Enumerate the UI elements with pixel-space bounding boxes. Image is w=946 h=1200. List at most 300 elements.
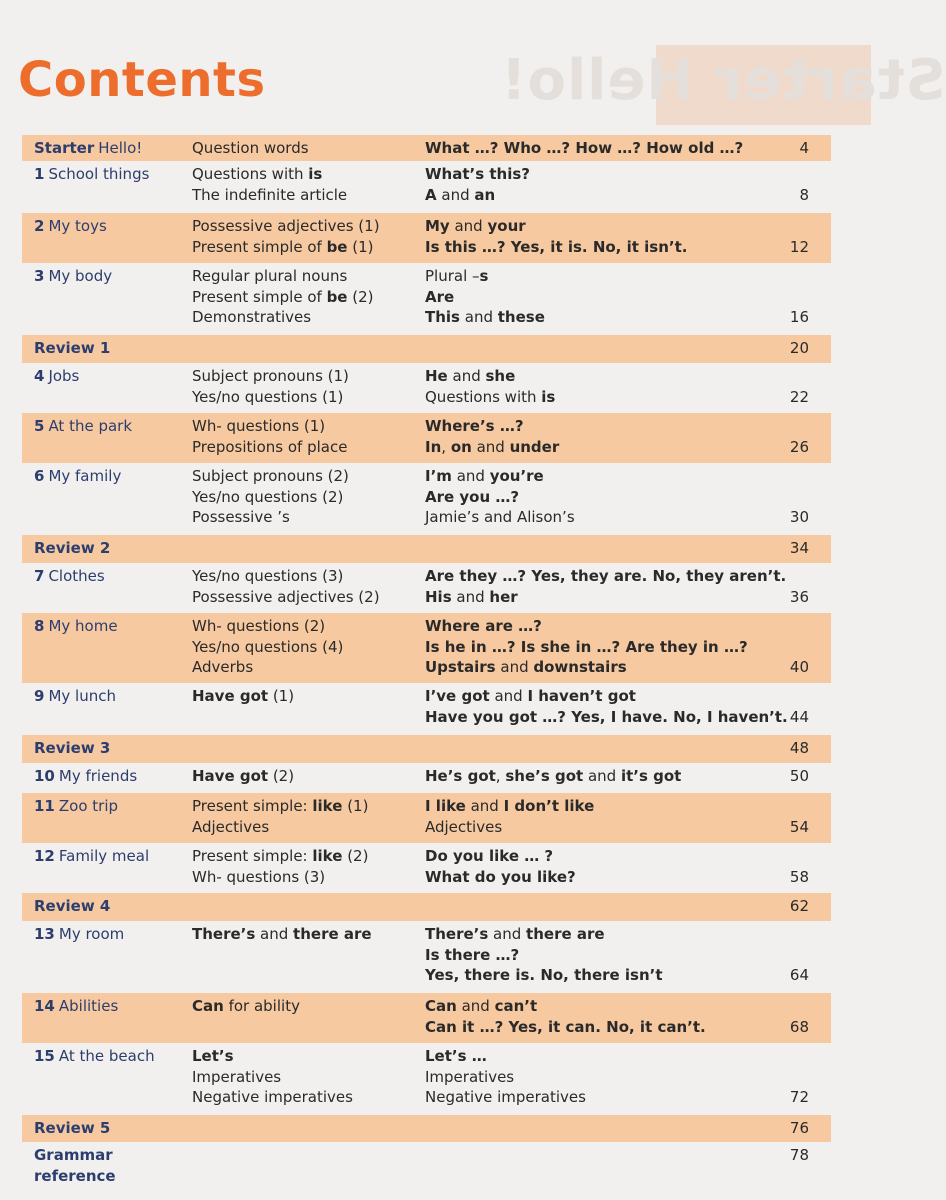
bold-text: I’ve got [425, 687, 490, 705]
text-line [192, 1046, 422, 1067]
bold-text: His [425, 587, 452, 606]
text-line [192, 185, 422, 206]
text: , [441, 437, 451, 456]
page-number: 44 [789, 707, 809, 726]
text: and [447, 367, 486, 385]
text-line [192, 216, 422, 237]
text: (2) [268, 767, 295, 785]
unit-row [22, 793, 831, 843]
text: , [495, 767, 506, 785]
page-number: 16 [789, 308, 809, 326]
text-line [425, 416, 775, 437]
grammar-cell [192, 466, 422, 528]
bold-text: Are [425, 287, 455, 306]
language-cell [425, 1046, 775, 1108]
unit-number: 14 [34, 997, 55, 1015]
bold-text: downstairs [533, 658, 627, 676]
unit-row [22, 563, 831, 613]
grammar-cell [192, 686, 422, 707]
bold-text: there are [526, 925, 605, 943]
page-number: 54 [789, 817, 809, 836]
text-line [192, 796, 422, 817]
unit-title [34, 216, 199, 237]
text-line [425, 1067, 775, 1088]
page-number: 4 [799, 139, 809, 157]
bold-text: What …? Who …? How …? How old …? [425, 139, 744, 157]
bold-text: Can [192, 997, 224, 1015]
grammar-cell [192, 216, 422, 257]
unit-title [34, 538, 199, 559]
text-line [425, 1087, 775, 1108]
text: Possessive adjectives (1) [192, 217, 380, 235]
bold-text: Let’s … [425, 1047, 487, 1065]
page-number: 78 [789, 1146, 809, 1164]
grammar-cell [192, 266, 422, 328]
unit-row [22, 613, 831, 683]
text-line [192, 366, 422, 387]
text-line [192, 507, 422, 528]
unit-row [22, 843, 831, 893]
unit-name: Review 4 [34, 897, 111, 915]
text: and [459, 308, 498, 326]
page-number: 50 [789, 767, 809, 785]
unit-name: My home [48, 617, 118, 635]
text: Jamie’s and Alison’s [425, 508, 575, 526]
text: Possessive ’s [192, 508, 290, 526]
text: and [471, 437, 510, 456]
text: and [449, 217, 488, 235]
text-line [425, 587, 775, 608]
unit-name: School things [48, 165, 150, 183]
unit-number: 15 [34, 1047, 55, 1065]
unit-name: At the park [48, 417, 133, 435]
grammar-cell [192, 924, 422, 945]
unit-title [34, 138, 199, 159]
bold-text: He [425, 367, 448, 385]
page-number: 36 [789, 587, 809, 606]
page-number: 58 [789, 867, 809, 886]
unit-title [34, 366, 199, 387]
text-line [192, 924, 422, 945]
unit-row [22, 1043, 831, 1115]
bold-text: Have got [192, 767, 269, 785]
grammar-cell [192, 566, 422, 607]
text-line [192, 1087, 422, 1108]
unit-number: 10 [34, 767, 55, 785]
bold-text: can’t [494, 997, 538, 1015]
language-cell [425, 686, 788, 727]
text-line [425, 965, 775, 986]
bold-text: Is this …? Yes, it is. No, it isn’t. [425, 237, 688, 256]
unit-row [22, 921, 831, 993]
language-cell [425, 924, 775, 986]
text-line [425, 287, 775, 308]
text: Imperatives [192, 1067, 282, 1086]
page-number: 22 [789, 387, 809, 406]
bold-text: be [326, 237, 348, 256]
text: Yes/no questions (1) [192, 387, 344, 406]
bold-text: is [541, 387, 556, 406]
unit-row [22, 363, 831, 413]
bold-text: there are [293, 925, 372, 943]
text-line [425, 637, 775, 658]
text-line [425, 924, 775, 945]
text: Adjectives [425, 817, 503, 836]
grammar-cell [192, 616, 422, 678]
language-cell [425, 996, 775, 1037]
bold-text: be [326, 287, 348, 306]
unit-row [22, 413, 831, 463]
text: (2) [342, 847, 369, 865]
text: Yes/no questions (2) [192, 487, 344, 506]
bold-text: This [425, 308, 460, 326]
language-cell [425, 466, 775, 528]
bold-text: these [497, 308, 545, 326]
text: Negative imperatives [192, 1088, 353, 1106]
page-number: 30 [789, 508, 809, 526]
text-line [425, 996, 775, 1017]
unit-name: My lunch [48, 687, 116, 705]
text-line [192, 1067, 422, 1088]
grammar-cell [192, 164, 422, 205]
unit-row [22, 263, 831, 335]
text-line [192, 437, 422, 458]
page-number: 68 [789, 1017, 809, 1036]
text: (1) [342, 797, 369, 815]
text: Questions with [192, 165, 309, 183]
bold-text: Are they …? Yes, they are. No, they aren’t. [425, 567, 787, 585]
text-line [192, 416, 422, 437]
grammar-cell [192, 846, 422, 887]
language-cell [425, 366, 775, 407]
unit-title [34, 796, 199, 817]
unit-name: Review 3 [34, 739, 111, 757]
text-line [425, 766, 775, 787]
text-line [192, 307, 422, 328]
unit-name: My friends [58, 767, 138, 785]
review-row [22, 1115, 831, 1142]
unit-number: 6 [34, 467, 45, 485]
unit-number: 5 [34, 417, 45, 435]
unit-title [34, 1046, 199, 1067]
unit-name: Hello! [98, 139, 143, 157]
text-line [425, 366, 775, 387]
language-cell [425, 216, 775, 257]
bold-text: Is he in …? Is she in …? Are they in …? [425, 637, 748, 656]
unit-number: Starter [34, 139, 95, 157]
unit-title [34, 1145, 199, 1186]
page-number: 64 [789, 966, 809, 984]
text: and [488, 925, 527, 943]
text: and [451, 467, 490, 485]
text-line [425, 1017, 775, 1038]
grammar-cell [192, 416, 422, 457]
page-number: 8 [799, 185, 809, 204]
unit-name: Grammar reference [34, 1146, 116, 1185]
text: Possessive adjectives (2) [192, 587, 380, 606]
bold-text: I’m [425, 467, 452, 485]
text: Prepositions of place [192, 437, 348, 456]
text-line [425, 566, 787, 587]
unit-title [34, 1118, 199, 1139]
text: Imperatives [425, 1067, 515, 1086]
bold-text: What do you like? [425, 867, 576, 886]
unit-title [34, 924, 199, 945]
text-line [192, 164, 422, 185]
unit-name: Abilities [58, 997, 119, 1015]
text: Adverbs [192, 658, 254, 676]
unit-name: My room [58, 925, 125, 943]
text-line [192, 637, 422, 658]
text-line [425, 387, 775, 408]
bold-text: Have got [192, 687, 269, 705]
text: Demonstratives [192, 308, 312, 326]
page-number: 72 [789, 1088, 809, 1106]
text-line [192, 846, 422, 867]
text-line [425, 867, 775, 888]
bold-text: My [425, 217, 450, 235]
page-number: 26 [789, 437, 809, 456]
unit-title [34, 896, 199, 917]
unit-row [22, 135, 831, 161]
text: Present simple: [192, 847, 313, 865]
text-line [425, 437, 775, 458]
bold-text: an [474, 185, 496, 204]
page-number: 34 [789, 539, 809, 557]
unit-number: 3 [34, 267, 45, 285]
unit-title [34, 566, 199, 587]
unit-title [34, 738, 199, 759]
unit-name: My toys [48, 217, 107, 235]
review-row [22, 335, 831, 363]
bold-text: I like [425, 797, 466, 815]
unit-name: Review 5 [34, 1119, 111, 1137]
bold-text: Where are …? [425, 617, 542, 635]
bold-text: she [485, 367, 516, 385]
unit-row [22, 463, 831, 535]
grammar-cell [192, 366, 422, 407]
unit-title [34, 338, 199, 359]
grammar-cell [192, 1046, 422, 1108]
language-cell [425, 796, 775, 837]
grammar-cell [192, 796, 422, 837]
bold-text: you’re [489, 467, 544, 485]
text: for ability [223, 997, 300, 1015]
text-line [425, 307, 775, 328]
text-line [192, 466, 422, 487]
bold-text: Can it …? Yes, it can. No, it can’t. [425, 1017, 706, 1036]
text: Wh- questions (3) [192, 867, 326, 886]
text-line [192, 487, 422, 508]
bold-text: like [312, 847, 343, 865]
text: and [583, 767, 621, 785]
text: Question words [192, 139, 309, 157]
unit-title [34, 416, 199, 437]
text: Present simple of [192, 237, 327, 256]
unit-number: 4 [34, 367, 45, 385]
unit-name: Family meal [58, 847, 150, 865]
text-line [425, 945, 775, 966]
unit-name: Clothes [48, 567, 105, 585]
page-number: 62 [789, 897, 809, 915]
text-line [425, 138, 775, 159]
language-cell [425, 766, 775, 787]
page-number: 40 [789, 658, 809, 676]
bold-text: Where’s …? [425, 417, 524, 435]
unit-row [22, 161, 831, 213]
unit-row [22, 683, 831, 735]
text: Yes/no questions (4) [192, 637, 344, 656]
text-line [192, 387, 422, 408]
language-cell [425, 266, 775, 328]
bold-text: her [489, 587, 518, 606]
bold-text: He’s got [425, 767, 496, 785]
grammar-cell [192, 138, 422, 159]
text: Present simple of [192, 287, 327, 306]
unit-title [34, 616, 199, 637]
bold-text: s [479, 267, 489, 285]
text: Regular plural nouns [192, 267, 348, 285]
contents-table [22, 135, 831, 1185]
text-line [192, 817, 422, 838]
language-cell [425, 138, 775, 159]
text-line [192, 686, 422, 707]
unit-title [34, 686, 199, 707]
text-line [425, 616, 775, 637]
text: Plural – [425, 267, 480, 285]
unit-name: My body [48, 267, 113, 285]
text: (2) [347, 287, 374, 306]
unit-name: Review 2 [34, 539, 111, 557]
text: and [255, 925, 294, 943]
unit-number: 2 [34, 217, 45, 235]
text: Questions with [425, 387, 542, 406]
unit-number: 11 [34, 797, 55, 815]
grammar-cell [192, 766, 422, 787]
language-cell [425, 616, 775, 678]
text-line [425, 817, 775, 838]
text-line [192, 657, 422, 678]
text: Wh- questions (2) [192, 617, 326, 635]
language-cell [425, 846, 775, 887]
text: (1) [268, 687, 295, 705]
text-line [425, 657, 775, 678]
bold-text: Upstairs [425, 658, 496, 676]
text-line [425, 164, 775, 185]
text: (1) [347, 237, 374, 256]
unit-number: 8 [34, 617, 45, 635]
bold-text: In [425, 437, 442, 456]
text-line [192, 616, 422, 637]
text: and [436, 185, 475, 204]
unit-row [22, 763, 831, 793]
bold-text: under [509, 437, 560, 456]
language-cell [425, 566, 787, 607]
language-cell [425, 416, 775, 457]
bold-text: on [450, 437, 472, 456]
unit-row [22, 213, 831, 263]
unit-name: At the beach [58, 1047, 155, 1065]
text-line [425, 266, 775, 287]
bold-text: Have you got …? Yes, I have. No, I haven’t. [425, 707, 788, 726]
text-line [425, 185, 775, 206]
text-line [192, 867, 422, 888]
page-number: 76 [789, 1119, 809, 1137]
grammar-cell [192, 996, 422, 1017]
review-row [22, 735, 831, 763]
page-title: Contents [18, 52, 266, 108]
text-line [425, 237, 775, 258]
text-line [192, 237, 422, 258]
unit-title [34, 466, 199, 487]
unit-title [34, 766, 199, 787]
bold-text: Yes, there is. No, there isn’t [425, 966, 663, 984]
unit-name: Jobs [48, 367, 80, 385]
unit-name: My family [48, 467, 122, 485]
text: Yes/no questions (3) [192, 567, 344, 585]
review-row [22, 893, 831, 921]
unit-number: 13 [34, 925, 55, 943]
text: The indefinite article [192, 185, 348, 204]
text: and [489, 687, 528, 705]
bold-text: she’s got [505, 767, 584, 785]
text-line [192, 996, 422, 1017]
unit-title [34, 164, 199, 185]
text-line [425, 707, 788, 728]
text-line [192, 587, 422, 608]
bold-text: Are you …? [425, 487, 520, 506]
page-number: 20 [789, 339, 809, 357]
bold-text: Is there …? [425, 945, 520, 964]
unit-title [34, 266, 199, 287]
text: Adjectives [192, 817, 270, 836]
text: Subject pronouns (1) [192, 367, 349, 385]
unit-number: 1 [34, 165, 45, 183]
text: Present simple: [192, 797, 313, 815]
text: and [495, 658, 534, 676]
bold-text: There’s [425, 925, 489, 943]
bold-text: A [425, 185, 437, 204]
unit-number: 9 [34, 687, 45, 705]
bold-text: is [308, 165, 323, 183]
review-row [22, 535, 831, 563]
text-line [425, 1046, 775, 1067]
unit-number: 7 [34, 567, 45, 585]
bold-text: I don’t like [503, 797, 595, 815]
unit-name: Review 1 [34, 339, 111, 357]
text-line [425, 846, 775, 867]
bold-text: Do you like … ? [425, 847, 554, 865]
language-cell [425, 164, 775, 205]
text-line [192, 266, 422, 287]
bold-text: What’s this? [425, 165, 530, 183]
text: and [456, 997, 495, 1015]
page-number: 12 [789, 237, 809, 256]
text-line [192, 138, 422, 159]
text-line [425, 466, 775, 487]
text: Wh- questions (1) [192, 417, 326, 435]
bold-text: it’s got [620, 767, 682, 785]
text-line [192, 566, 422, 587]
text-line [425, 796, 775, 817]
bold-text: your [487, 217, 526, 235]
text-line [425, 686, 775, 707]
unit-name: Zoo trip [58, 797, 119, 815]
text: and [465, 797, 504, 815]
bold-text: Can [425, 997, 457, 1015]
unit-row [22, 993, 831, 1043]
page-number: 48 [789, 739, 809, 757]
